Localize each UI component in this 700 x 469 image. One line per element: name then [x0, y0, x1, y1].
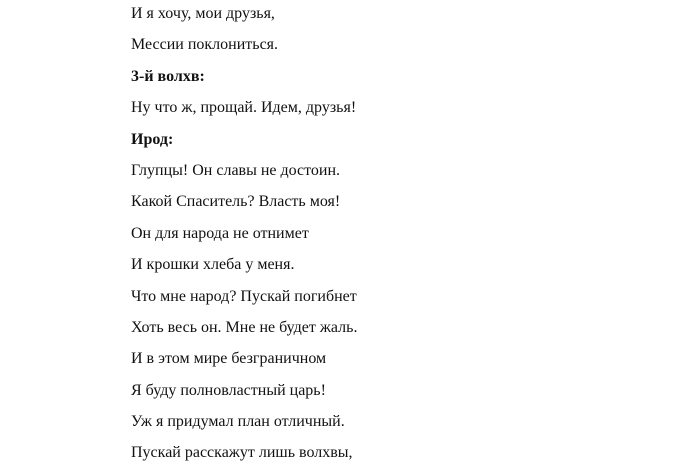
verse-line: Хоть весь он. Мне не будет жаль.: [131, 318, 358, 336]
verse-line: И я хочу, мои друзья,: [131, 5, 275, 22]
verse-line: Что мне народ? Пускай погибнет: [131, 287, 357, 305]
document-page: [131, 0, 357, 469]
verse-line: И крошки хлеба у меня.: [131, 256, 295, 274]
verse-line: Глупцы! Он славы не достоин.: [131, 161, 341, 179]
verse-line: Ну что ж, прощай. Идем, друзья!: [131, 99, 357, 117]
verse-line: Он для народа не отнимет: [131, 224, 309, 242]
speaker-heading: Ирод:: [131, 130, 174, 148]
verse-line: Какой Спаситель? Власть моя!: [131, 193, 341, 211]
verse-line: Уж я придумал план отличный.: [131, 413, 345, 431]
verse-line: Мессии поклониться.: [131, 36, 279, 54]
verse-line: Я буду полновластный царь!: [131, 381, 326, 399]
verse-line: Пускай расскажут лишь волхвы,: [131, 444, 353, 462]
speaker-heading: 3-й волхв:: [131, 67, 205, 85]
verse-line: И в этом мире безграничном: [131, 350, 327, 368]
